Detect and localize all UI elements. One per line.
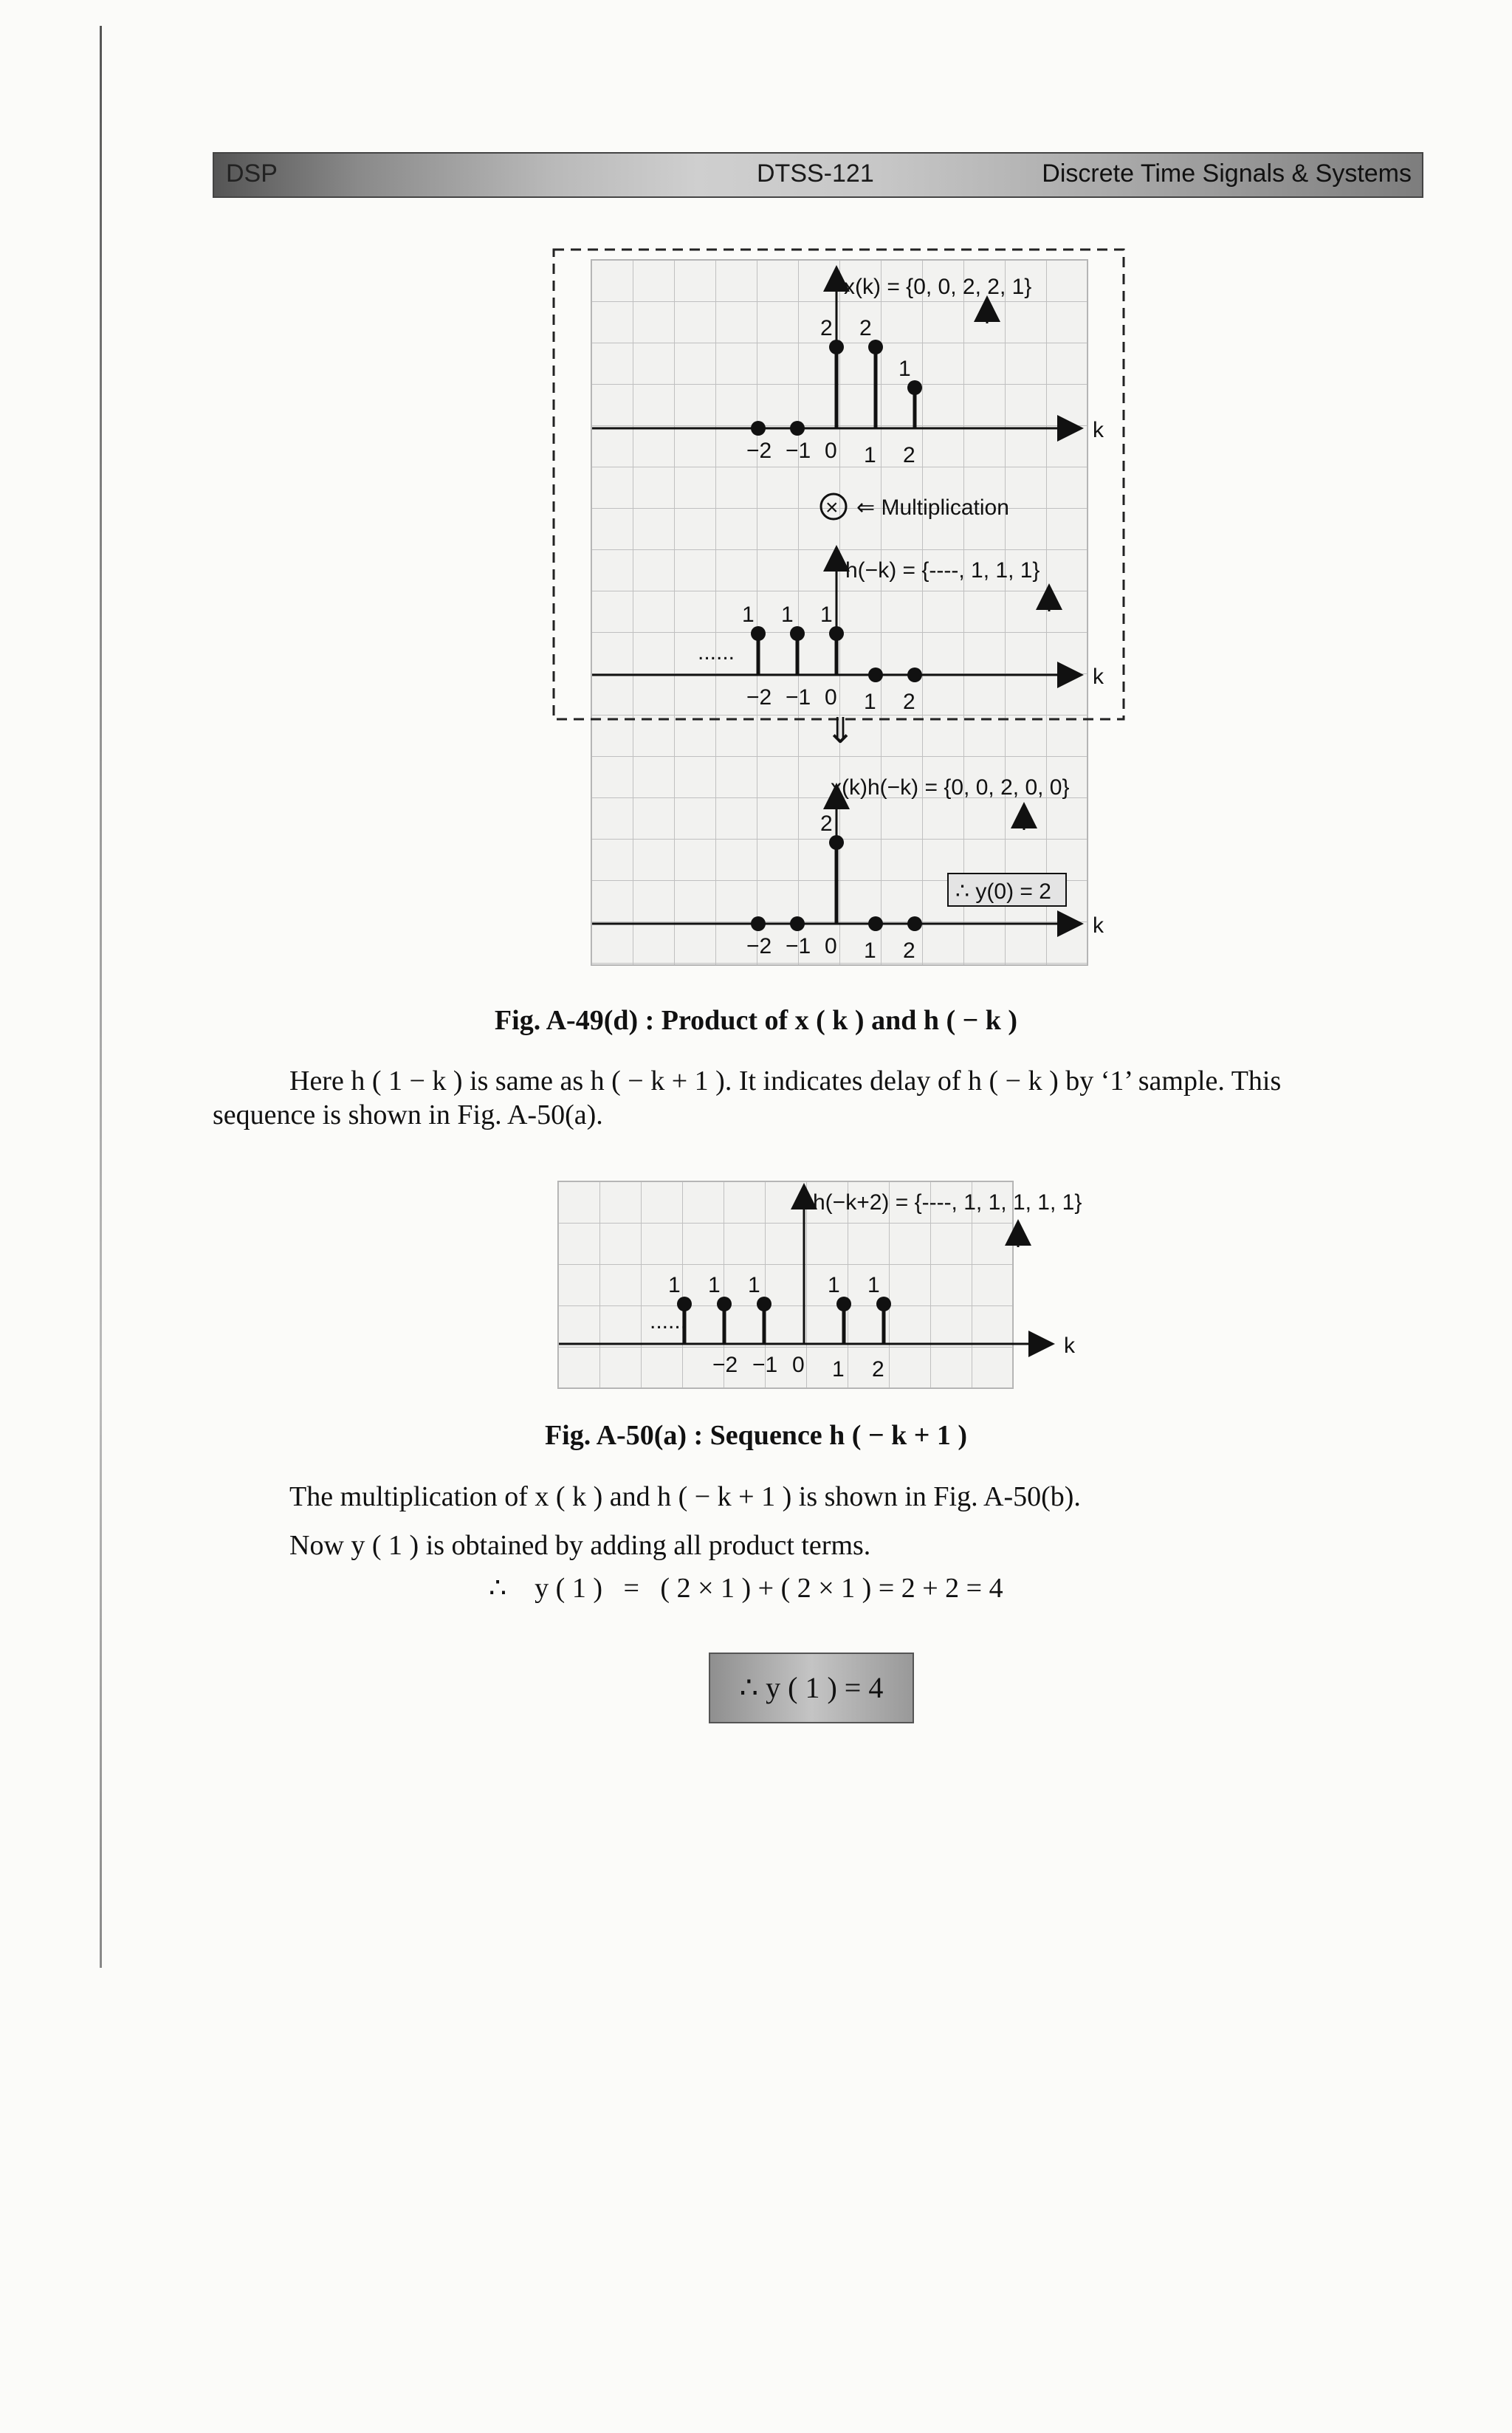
x-tick-label: −2 — [712, 1353, 738, 1377]
stem-value-label: 1 — [898, 357, 911, 381]
x-tick-label: 0 — [825, 439, 837, 463]
x-tick-label: 2 — [872, 1357, 884, 1382]
sequence-label: h(−k+2) = {----, 1, 1, 1, 1, 1} — [813, 1190, 1082, 1215]
equation-y1: ∴ y ( 1 ) = ( 2 × 1 ) + ( 2 × 1 ) = 2 + 2 = 4 — [489, 1573, 1003, 1604]
header-left-text: DSP — [226, 159, 278, 188]
paragraph-2: The multiplication of x ( k ) and h ( − k + 1 ) is shown in Fig. A-50(b). — [289, 1481, 1081, 1512]
x-axis-label: k — [1093, 665, 1104, 689]
x-axis-label: k — [1093, 913, 1104, 938]
x-tick-label: 2 — [903, 690, 915, 714]
result-y0-label: ∴ y(0) = 2 — [955, 879, 1051, 904]
stem-value-label: 1 — [708, 1273, 721, 1297]
stem-point — [757, 1297, 772, 1311]
x-tick-label: 0 — [825, 685, 837, 710]
continuation-dots: ...... — [650, 1309, 687, 1334]
stem-value-label: 1 — [668, 1273, 681, 1297]
stem-value-label: 1 — [781, 603, 794, 627]
stem-value-label: 2 — [820, 316, 833, 340]
stem-value-label: 1 — [867, 1273, 880, 1297]
figure-a49d-caption: Fig. A-49(d) : Product of x ( k ) and h ( − k ) — [494, 1005, 1018, 1036]
bottom-plot-label: x(k)h(−k) = {0, 0, 2, 0, 0} — [831, 775, 1070, 800]
x-tick-label: −2 — [746, 934, 772, 958]
stem-value-label: 1 — [742, 603, 755, 627]
stem-value-label: 2 — [820, 811, 833, 836]
x-tick-label: −1 — [786, 685, 811, 710]
stem-point — [876, 1297, 891, 1311]
x-tick-label: −2 — [746, 439, 772, 463]
stem-value-label: 2 — [859, 316, 872, 340]
x-tick-label: 0 — [792, 1353, 805, 1377]
down-arrow: ⇓ — [825, 712, 856, 751]
x-tick-label: 0 — [825, 934, 837, 958]
paragraph-1-line-2: sequence is shown in Fig. A-50(a). — [213, 1099, 603, 1130]
paragraph-3: Now y ( 1 ) is obtained by adding all product terms. — [289, 1530, 871, 1561]
stem-point — [836, 1297, 851, 1311]
result-box-y1: ∴ y ( 1 ) = 4 — [709, 1653, 914, 1723]
multiplication-label: ⇐ Multiplication — [856, 495, 1009, 520]
x-tick-label: 1 — [864, 443, 876, 467]
top-plot-label: x(k) = {0, 0, 2, 2, 1} — [844, 275, 1032, 299]
header-page-code: DTSS-121 — [757, 159, 874, 188]
continuation-dots: ...... — [698, 640, 735, 665]
middle-plot-label: h(−k) = {----, 1, 1, 1} — [845, 558, 1040, 583]
x-tick-label: −1 — [752, 1353, 778, 1377]
x-tick-label: −1 — [786, 439, 811, 463]
x-tick-label: 1 — [832, 1357, 845, 1382]
x-tick-label: 1 — [864, 690, 876, 714]
x-tick-label: −1 — [786, 934, 811, 958]
x-axis-label: k — [1064, 1334, 1075, 1358]
stem-point — [717, 1297, 732, 1311]
paragraph-1-line-1: Here h ( 1 − k ) is same as h ( − k + 1 ). It indicates delay of h ( − k ) by ‘1’ sample. This — [289, 1065, 1282, 1097]
stem-value-label: 1 — [748, 1273, 760, 1297]
x-tick-label: 1 — [864, 938, 876, 963]
multiplication-cross: × — [825, 495, 839, 520]
header-section-title: Discrete Time Signals & Systems — [1042, 159, 1412, 188]
x-tick-label: −2 — [746, 685, 772, 710]
stem-value-label: 1 — [828, 1273, 840, 1297]
x-axis-label: k — [1093, 418, 1104, 442]
x-tick-label: 2 — [903, 938, 915, 963]
figure-a50a-caption: Fig. A-50(a) : Sequence h ( − k + 1 ) — [544, 1420, 968, 1451]
x-tick-label: 2 — [903, 443, 915, 467]
stem-value-label: 1 — [820, 603, 833, 627]
